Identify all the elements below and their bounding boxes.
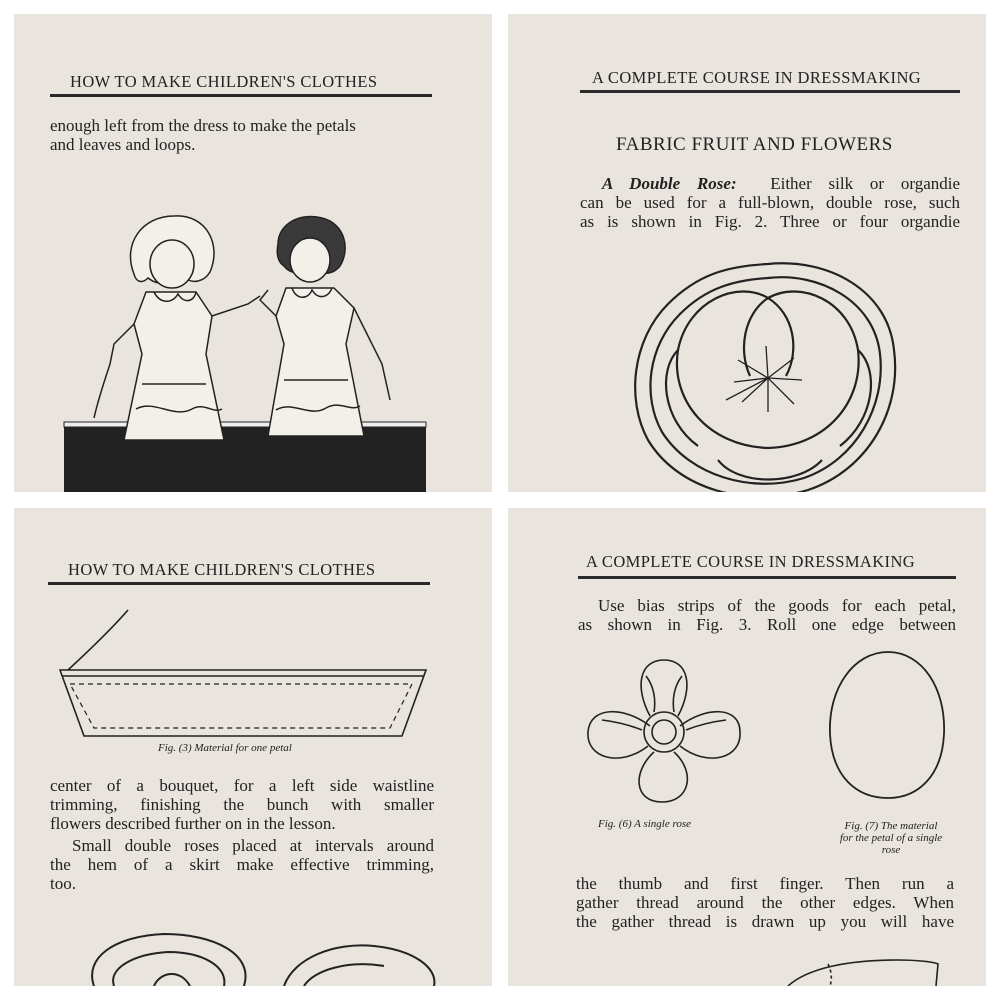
text-line: too. bbox=[50, 874, 76, 893]
lead-text: A Double Rose: bbox=[602, 174, 737, 193]
body-text bbox=[50, 116, 450, 154]
text-line: the hem of a skirt make effective trimming, bbox=[50, 855, 434, 874]
figure-caption-left: Fig. (6) A single rose bbox=[598, 818, 691, 830]
page-header: A COMPLETE COURSE IN DRESSMAKING bbox=[592, 68, 922, 87]
text-line: gather thread around the other edges. When bbox=[576, 893, 954, 912]
text-line: Small double roses placed at intervals around bbox=[72, 836, 434, 855]
double-rose-illustration bbox=[618, 250, 918, 492]
text-line: the gather thread is drawn up you will have bbox=[576, 912, 954, 931]
body-text bbox=[50, 776, 434, 893]
single-rose-figure bbox=[584, 656, 744, 806]
figure-caption: Fig. (3) Material for one petal bbox=[158, 742, 292, 754]
body-text bbox=[578, 596, 956, 634]
roses-illustration-partial bbox=[64, 928, 444, 986]
caption-line: for the petal of a single bbox=[839, 832, 943, 844]
text-line: Use bias strips of the goods for each petal, bbox=[598, 596, 956, 615]
text-line bbox=[580, 174, 960, 193]
petal-material-figure bbox=[54, 606, 434, 736]
text-line: as shown in Fig. 3. Roll one edge between bbox=[578, 615, 956, 634]
text-line: flowers described further on in the lesson. bbox=[50, 814, 336, 833]
page-bottom-left bbox=[14, 508, 492, 986]
text-line: trimming, finishing the bunch with smaller bbox=[50, 795, 434, 814]
body-text bbox=[580, 174, 960, 231]
page-header: HOW TO MAKE CHILDREN'S CLOTHES bbox=[70, 72, 378, 91]
header-rule bbox=[578, 576, 956, 579]
page-bottom-right bbox=[508, 508, 986, 986]
caption-line: Fig. (7) The material bbox=[844, 820, 938, 832]
text-line: Either silk or organdie bbox=[770, 174, 961, 193]
text-line: the thumb and first finger. Then run a bbox=[576, 874, 954, 893]
children-illustration bbox=[64, 204, 444, 492]
body-text bbox=[576, 874, 954, 931]
text-line: and leaves and loops. bbox=[50, 135, 196, 154]
text-line: can be used for a full-blown, double rose, such bbox=[580, 193, 960, 212]
text-line: enough left from the dress to make the petals bbox=[50, 116, 356, 135]
page-top-left bbox=[14, 14, 492, 492]
header-rule bbox=[48, 582, 430, 585]
text-line: center of a bouquet, for a left side waistline bbox=[50, 776, 434, 795]
page-header: HOW TO MAKE CHILDREN'S CLOTHES bbox=[68, 560, 376, 579]
header-rule bbox=[50, 94, 432, 97]
caption-line: rose bbox=[881, 844, 901, 856]
header-rule bbox=[580, 90, 960, 93]
petal-material-oval bbox=[826, 648, 950, 802]
text-line: as is shown in Fig. 2. Three or four organdie bbox=[580, 212, 960, 231]
section-title: FABRIC FRUIT AND FLOWERS bbox=[616, 134, 893, 155]
petal-illustration-partial bbox=[778, 956, 948, 986]
page-header: A COMPLETE COURSE IN DRESSMAKING bbox=[586, 552, 916, 571]
figure-caption-right bbox=[826, 820, 956, 856]
page-top-right bbox=[508, 14, 986, 492]
